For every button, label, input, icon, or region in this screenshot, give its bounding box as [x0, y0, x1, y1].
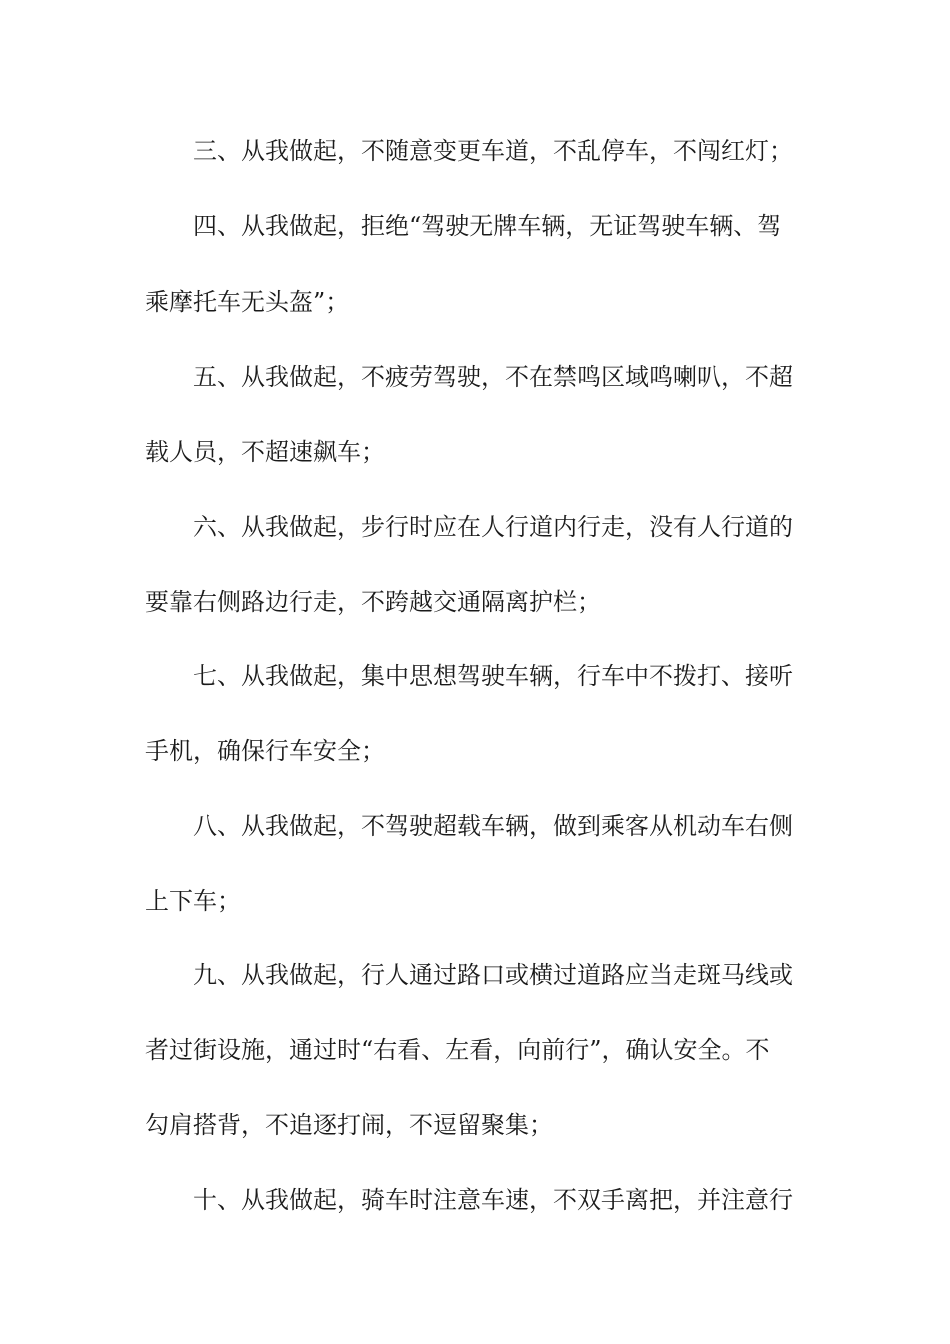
paragraph-line: 八、从我做起，不驾驶超载车辆，做到乘客从机动车右侧	[193, 812, 793, 840]
paragraph-line: 者过街设施，通过时“右看、左看，向前行”，确认安全。不	[145, 1036, 770, 1064]
paragraph-line: 六、从我做起，步行时应在人行道内行走，没有人行道的	[193, 513, 793, 541]
paragraph-line: 勾肩搭背，不追逐打闹，不逗留聚集；	[145, 1111, 553, 1139]
paragraph-line: 三、从我做起，不随意变更车道，不乱停车，不闯红灯；	[193, 137, 793, 165]
paragraph-line: 载人员，不超速飙车；	[145, 438, 385, 466]
paragraph-line: 四、从我做起，拒绝“驾驶无牌车辆，无证驾驶车辆、驾	[193, 212, 782, 240]
paragraph-line: 上下车；	[145, 887, 241, 915]
paragraph-line: 九、从我做起，行人通过路口或横过道路应当走斑马线或	[193, 961, 793, 989]
paragraph-line: 要靠右侧路边行走，不跨越交通隔离护栏；	[145, 588, 601, 616]
paragraph-line: 手机，确保行车安全；	[145, 737, 385, 765]
paragraph-line: 五、从我做起，不疲劳驾驶，不在禁鸣区域鸣喇叭，不超	[193, 363, 793, 391]
paragraph-line: 十、从我做起，骑车时注意车速，不双手离把，并注意行	[193, 1186, 793, 1214]
paragraph-line: 七、从我做起，集中思想驾驶车辆，行车中不拨打、接听	[193, 662, 793, 690]
paragraph-line: 乘摩托车无头盔”；	[145, 288, 350, 316]
